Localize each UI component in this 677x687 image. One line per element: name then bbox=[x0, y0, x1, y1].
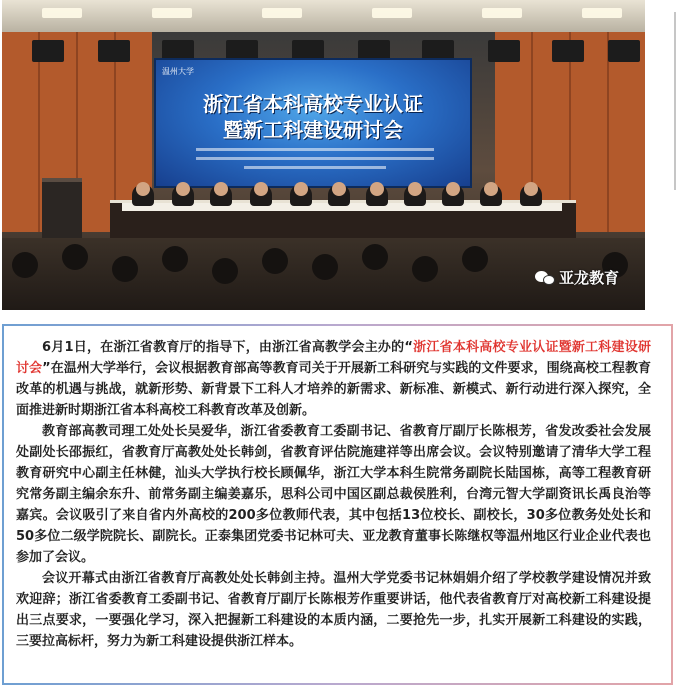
p1-text-after: ”在温州大学举行，会议根据教育部高等教育司关于开展新工科研究与实践的文件要求，围绕高校工程教育改革的机遇与挑战，就新形势、新背景下工科人才培养的新需求、新标准、新模式、新行动进行深入探究，全面推进新时期浙江省本科高校工科教育改革及创新。 bbox=[16, 361, 651, 418]
panelist bbox=[250, 184, 272, 206]
speaker bbox=[98, 40, 130, 62]
panelist bbox=[442, 184, 464, 206]
ceiling-light bbox=[482, 8, 522, 18]
wechat-icon bbox=[535, 270, 555, 286]
screen-title-line1: 浙江省本科高校专业认证 bbox=[203, 92, 423, 116]
screen-title-line2: 暨新工科建设研讨会 bbox=[223, 118, 403, 142]
panelist bbox=[520, 184, 542, 206]
article-card bbox=[2, 324, 673, 685]
speaker bbox=[32, 40, 64, 62]
meeting-name-highlight: 浙江省本科高校专业认证暨新工科建设研讨会 bbox=[16, 340, 651, 376]
speaker bbox=[552, 40, 584, 62]
article-paragraph-1 bbox=[16, 337, 651, 421]
panelist bbox=[210, 184, 232, 206]
panelist bbox=[480, 184, 502, 206]
ceiling bbox=[2, 0, 645, 32]
screen-logo: 温州大学 bbox=[162, 67, 194, 76]
side-divider bbox=[674, 12, 676, 190]
watermark bbox=[535, 267, 619, 288]
panelist bbox=[290, 184, 312, 206]
ceiling-light bbox=[262, 8, 302, 18]
article-paragraph-3: 会议开幕式由浙江省教育厅高教处处长韩剑主持。温州大学党委书记林娟娟介绍了学校教学建设情况并致欢迎辞；浙江省委教育工委副书记、省教育厅副厅长陈根芳作重要讲话，他代表省教育厅对高校新工科建设提出三点要求，一要强化学习，深入把握新工科建设的本质内涵，二要抢先一步，扎实开展新工科建设的实践，三要拉高标杆，努力为新工科建设提供浙江样本。 bbox=[16, 571, 651, 649]
p1-text-before: 6月1日，在浙江省教育厅的指导下，由浙江省高教学会主办的“ bbox=[42, 340, 413, 355]
conference-photo bbox=[2, 0, 645, 310]
speaker bbox=[608, 40, 640, 62]
panelist bbox=[132, 184, 154, 206]
ceiling-light bbox=[42, 8, 82, 18]
panelist bbox=[366, 184, 388, 206]
ceiling-light bbox=[582, 8, 622, 18]
article-paragraph-2: 教育部高教司理工处处长吴爱华，浙江省委教育工委副书记、省教育厅副厅长陈根芳，省发改委社会发展处副处长邵振红，省教育厅高教处处长韩剑，省教育评估院施建祥等出席会议。会议特别邀请了清华大学工程教育研究中心副主任林健，汕头大学执行校长顾佩华，浙江大学本科生院常务副院长陆国栋，高等工程教育研究常务副主编余东升、前常务副主编姜嘉乐，思科公司中国区副总裁侯胜利，台湾元智大学副资讯长禹良治等嘉宾。会议吸引了来自省内外高校的200多位教师代表，其中包括13位校长、副校长，30多位教务处处长和50多位二级学院院长、副院长。正泰集团党委书记林可夫、亚龙教育董事长陈继权等温州地区行业企业代表也参加了会议。 bbox=[16, 424, 651, 565]
panelist bbox=[404, 184, 426, 206]
screen-subtext bbox=[196, 148, 434, 175]
watermark-text: 亚龙教育 bbox=[558, 269, 619, 287]
ceiling-light bbox=[152, 8, 192, 18]
ceiling-light bbox=[372, 8, 412, 18]
speaker bbox=[488, 40, 520, 62]
panelist bbox=[328, 184, 350, 206]
panelist bbox=[172, 184, 194, 206]
projection-screen bbox=[154, 58, 472, 188]
